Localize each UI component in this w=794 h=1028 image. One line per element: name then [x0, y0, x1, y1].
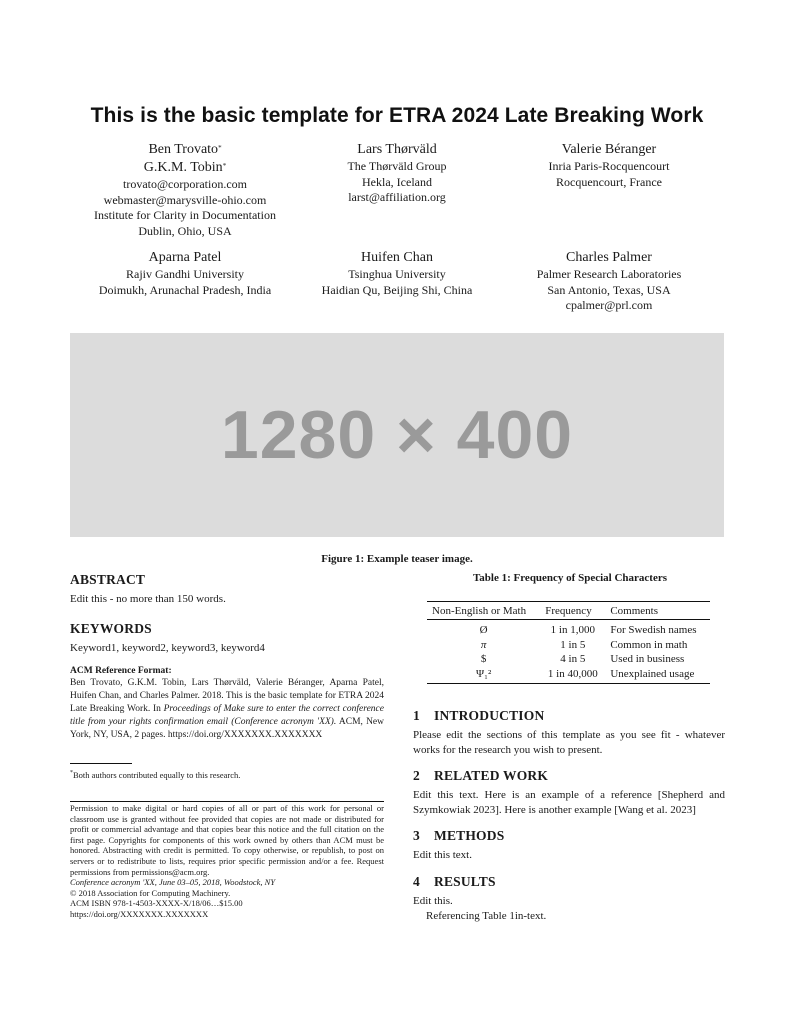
table-row [427, 652, 710, 667]
footnote: *Both authors contributed equally to this research. [70, 769, 241, 780]
permission-conference: Conference acronym 'XX, June 03–05, 2018, Woodstock, NY [70, 877, 276, 888]
author-block-patel [70, 249, 300, 298]
author-name: Charles Palmer [566, 250, 652, 265]
figure-caption: Figure 1: Example teaser image. [321, 553, 473, 565]
table-cell: Ø [479, 624, 488, 636]
related-work-text: Edit this text. Here is an example of a reference [Shepherd and Szymkowiak 2023]. Here is another example [Wang et al. 2023] [413, 789, 725, 816]
table-cell: Unexplained usage [610, 667, 695, 680]
table-cell: Common in math [610, 638, 688, 651]
author-block-chan [300, 249, 494, 298]
doi-link[interactable]: ACM, New York, NY, USA, 2 pages. https://doi.org/XXXXXXX.XXXXXXX [70, 716, 385, 740]
author-location: Hekla, Iceland [362, 174, 432, 189]
permission-doi[interactable]: https://doi.org/XXXXXXX.XXXXXXX [70, 908, 209, 919]
permission-isbn: ACM ISBN 978-1-4503-XXXX-X/18/06…$15.00 [70, 898, 243, 909]
author-affiliation: Institute for Clarity in Documentation [94, 208, 276, 222]
section-heading-introduction: 1 INTRODUCTION [413, 708, 545, 723]
author-name: Aparna Patel [148, 250, 222, 265]
author-block-palmer [494, 249, 724, 314]
table-header-row [427, 602, 710, 620]
results-paragraph: Edit this. [413, 895, 453, 907]
author-name: Huifen Chan [361, 250, 433, 265]
author-affiliation: Palmer Research Laboratories [536, 267, 682, 281]
author-block-trovato-tobin [70, 141, 300, 239]
author-name: G.K.M. Tobin* [143, 160, 227, 175]
table-cell: $ [480, 653, 487, 665]
acm-reference-heading: ACM Reference Format: [70, 666, 172, 676]
author-location: San Antonio, Texas, USA [547, 282, 671, 297]
author-location: Doimukh, Arunachal Pradesh, India [98, 282, 272, 297]
permission-block [70, 803, 384, 920]
introduction-text: Please edit the sections of this template as you see fit - whatever works for the research you wish to present. [413, 729, 725, 756]
table-cell: Ψ₁² [476, 667, 492, 680]
section-heading-methods: 3 METHODS [413, 828, 505, 843]
author-block-beranger [494, 141, 724, 190]
table-cell: 1 in 5 [560, 638, 586, 651]
acm-reference-text: Ben Trovato, G.K.M. Tobin, Lars Thørväld, Valerie Béranger, Aparna Patel, Huifen Chan, and Charles Palmer. 2018. This is the basic template for ETRA 2024 Late Breaking Work. In Proceedings of Make sure to enter the correct conference title from your rights confirmation email (Conference acronym 'XX). ACM, New York, NY, USA, 2 pages. https://doi.org/XXXXXXX.XXXXXXX [70, 678, 385, 740]
keywords-heading: KEYWORDS [70, 621, 152, 636]
section-heading-related-work: 2 RELATED WORK [413, 768, 549, 783]
table-header: Comments [610, 605, 659, 617]
teaser-placeholder-text: 1280 × 400 [220, 397, 574, 473]
author-affiliation: Tsinghua University [348, 267, 446, 281]
author-affiliation: Inria Paris-Rocquencourt [548, 159, 670, 173]
table-cell: For Swedish names [610, 624, 697, 636]
table-cell: 1 in 1,000 [550, 624, 595, 636]
table-cell: π [480, 638, 487, 651]
author-email: trovato@corporation.com [122, 177, 247, 191]
author-block-thorvald [300, 141, 494, 206]
teaser-image-placeholder [70, 333, 724, 537]
author-location: Rocquencourt, France [556, 174, 662, 189]
author-name: Valerie Béranger [561, 142, 657, 157]
results-text [413, 894, 725, 924]
author-location: Haidian Qu, Beijing Shi, China [321, 282, 473, 297]
author-affiliation: Rajiv Gandhi University [126, 267, 244, 281]
permission-divider [70, 801, 384, 802]
frequency-table [427, 601, 710, 684]
table-header: Non-English or Math [432, 605, 527, 617]
author-name: Lars Thørväld [357, 142, 437, 157]
abstract-text: Edit this - no more than 150 words. [70, 593, 226, 605]
author-affiliation: The Thørväld Group [347, 159, 447, 173]
table-row [427, 620, 710, 638]
author-name: Ben Trovato* [148, 142, 222, 157]
table-cell: 4 in 5 [560, 653, 586, 665]
author-email: webmaster@marysville-ohio.com [103, 192, 267, 207]
paper-title: This is the basic template for ETRA 2024 Late Breaking Work [90, 104, 704, 127]
keywords-text: Keyword1, keyword2, keyword3, keyword4 [70, 642, 265, 654]
table-header: Frequency [545, 605, 592, 617]
abstract-heading: ABSTRACT [70, 572, 146, 587]
author-email: larst@affiliation.org [348, 190, 446, 204]
section-heading-results: 4 RESULTS [413, 874, 496, 889]
permission-text: Permission to make digital or hard copies of all or part of this work for personal or classroom use is granted without fee provided that copies are not made or distributed for profit or commercial advantage and that copies bear this notice and the full citation on the first page. Copyrights for components of this work owned by others than ACM must be honored. Abstracting with credit is permitted. To copy otherwise, or republish, to post on servers or to redistribute to lists, requires prior specific permission and/or a fee. Request permissions from permissions@acm.org. [70, 803, 384, 877]
table-cell: Used in business [610, 653, 685, 665]
table-row [427, 638, 710, 653]
methods-text: Edit this text. [413, 849, 472, 861]
table-caption: Table 1: Frequency of Special Characters [472, 572, 667, 584]
author-email: cpalmer@prl.com [565, 298, 653, 312]
author-location: Dublin, Ohio, USA [138, 223, 232, 238]
results-paragraph: Referencing Table 1in-text. [426, 910, 547, 922]
footnote-divider [70, 763, 132, 764]
permission-copyright: © 2018 Association for Computing Machinery. [70, 887, 231, 898]
table-cell: 1 in 40,000 [547, 667, 598, 680]
table-row [427, 667, 710, 684]
